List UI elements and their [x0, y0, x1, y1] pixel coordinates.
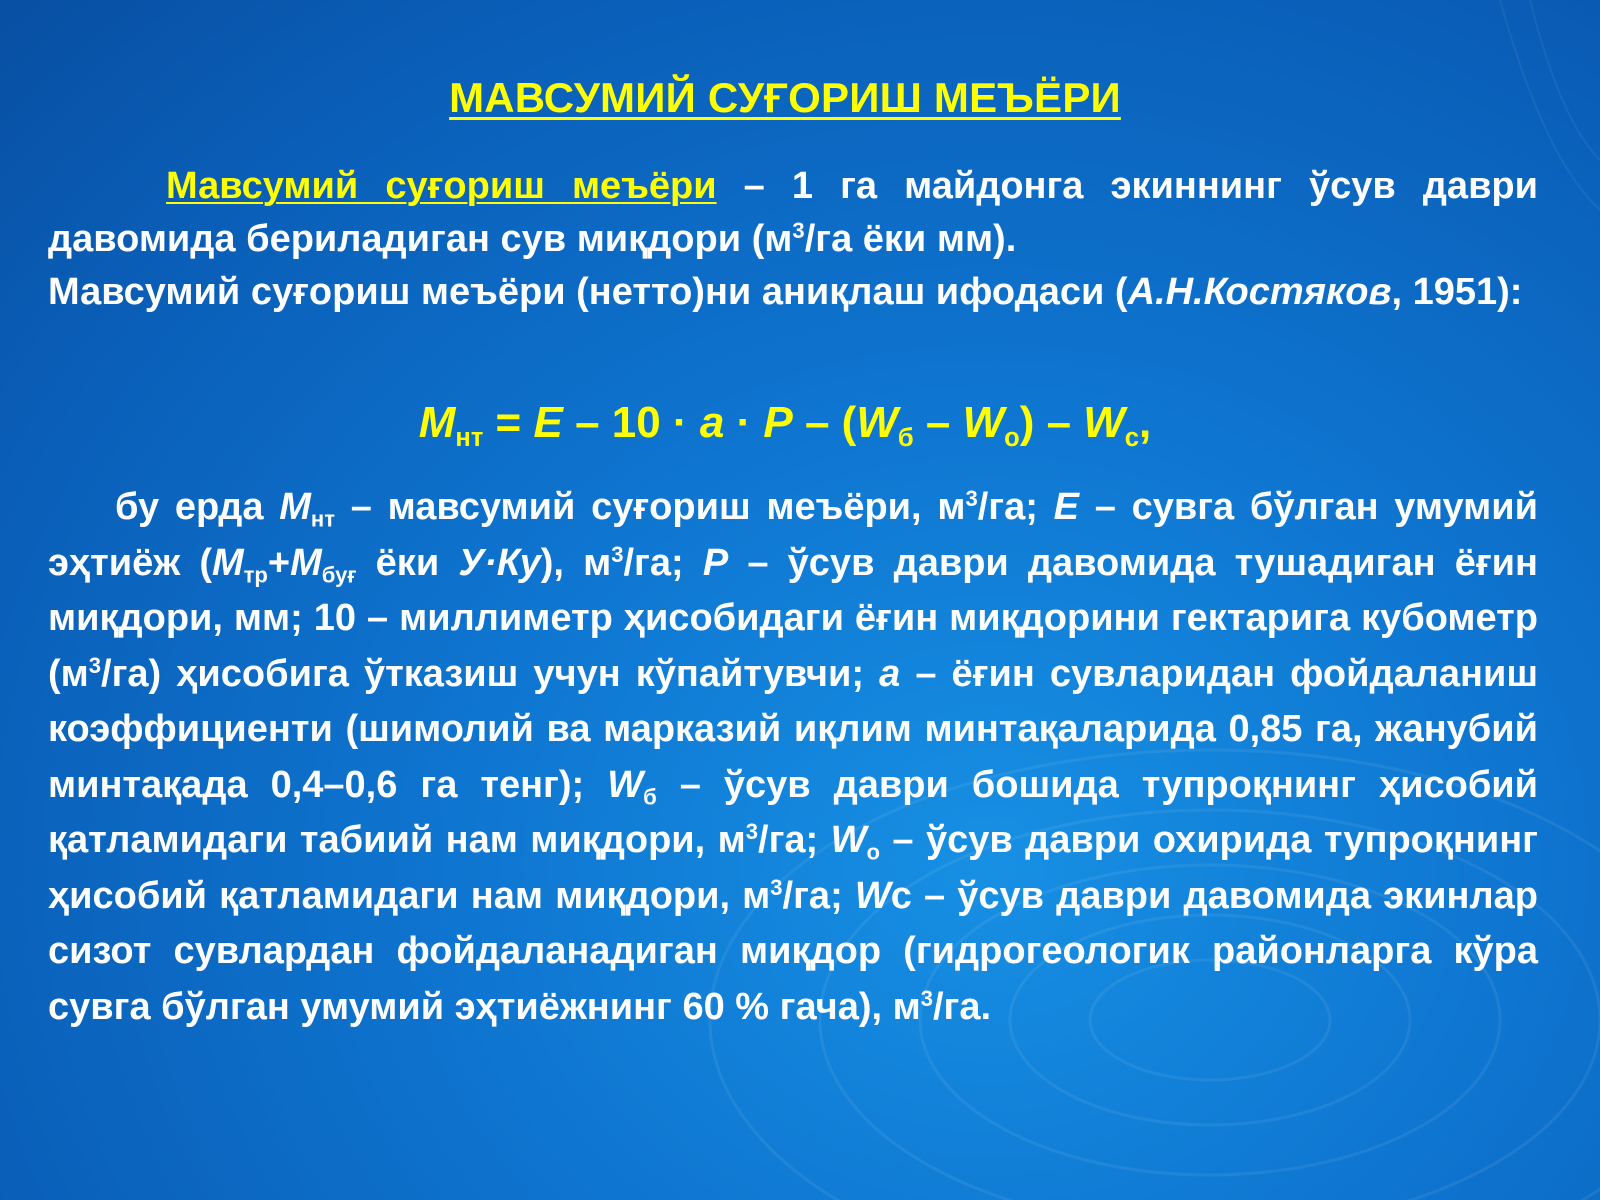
definition-text: – 1 га майдонга экиннинг ўсув даври давомида бериладиган сув миқдори (м [48, 165, 1538, 260]
formula-a: а [699, 398, 725, 447]
var-a: а [879, 652, 901, 695]
formula-part: – [913, 398, 963, 447]
var-wc: W [854, 874, 891, 917]
intro-paragraph [48, 266, 1538, 319]
explanation-text: /га; [758, 819, 831, 861]
explanation-text: /га. [932, 985, 992, 1028]
explanation-text: – ўсув даври охирида тупроқнинг ҳисобий қатламидаги нам миқдори, м [48, 819, 1538, 917]
explanation-text: – мавсумий суғориш меъёри, м [335, 486, 966, 528]
superscript: 3 [745, 818, 759, 844]
explanation-text: – ўсув даври давомида экинлар сизот сувлардан фойдаланадиган миқдор (гидрогеологик районларга кўра сувга бўлган умумий эҳтиёжнинг 60 % гача), м [48, 874, 1538, 1028]
formula-p: Р [763, 398, 793, 447]
var-mbug: М [290, 541, 322, 584]
formula-part: – ( [792, 398, 857, 447]
explanation-text: бу ерда [115, 486, 280, 528]
var-uku: У·Ку [458, 541, 541, 584]
var-mtr: М [211, 541, 244, 584]
var-wo-sub: о [866, 839, 880, 865]
var-mbug-sub: буғ [321, 562, 357, 588]
explanation-text: ), м [540, 541, 612, 584]
formula-part: , [1139, 398, 1152, 447]
var-p: Р [702, 541, 729, 584]
formula-part: – 10 · [562, 398, 700, 447]
superscript: 3 [965, 485, 978, 511]
explanation-text: – ўсув даври бошида тупроқнинг ҳисобий қатламидаги табиий нам миқдори, м [48, 763, 1539, 861]
formula-w2-sub: о [1004, 423, 1020, 452]
formula-part: ) – [1019, 398, 1084, 447]
definition-paragraph [48, 160, 1538, 266]
superscript: 3 [920, 985, 933, 1011]
var-wo: W [830, 819, 867, 861]
formula-w1: W [856, 398, 898, 447]
formula-m: М [418, 398, 456, 447]
formula-w3-sub: с [1124, 423, 1139, 452]
var-wc-rest: с [890, 874, 912, 917]
definition-text-end: /га ёки мм). [804, 218, 1017, 260]
explanation-text: + [267, 541, 291, 584]
formula-e: Е [533, 398, 563, 447]
author-name: А.Н.Костяков [1127, 271, 1392, 313]
superscript: 3 [611, 541, 624, 567]
slide-title: МАВСУМИЙ СУҒОРИШ МЕЪЁРИ [449, 74, 1121, 121]
formula-w3: W [1083, 398, 1125, 447]
var-mtr-sub: тр [243, 562, 268, 588]
explanation-text: – ўсув даври давомида тушадиган ёғин миқдори, мм; 10 – миллиметр ҳисобидаги ёғин миқдорини гектарига кубометр (м [48, 541, 1538, 695]
formula-w1-sub: б [897, 423, 914, 452]
intro-text-end: , 1951): [1391, 271, 1523, 313]
var-e: Е [1053, 486, 1079, 528]
superscript: 3 [88, 652, 102, 678]
explanation-text: /га; [623, 541, 703, 584]
explanation-text: – ёғин сувларидан фойдаланиш коэффициенти (шимолий ва марказий иқлим минтақаларида 0,85 га, жанубий минтақада 0,4–0,6 га тенг); [48, 652, 1539, 806]
intro-text: Мавсумий суғориш меъёри (нетто)ни аниқлаш ифодаси ( [48, 271, 1128, 313]
explanation-text: /га) ҳисобига ўтказиш учун кўпайтувчи; [101, 652, 880, 695]
explanation-text: /га; [782, 874, 855, 917]
explanation-text: ёки [356, 541, 459, 584]
formula-part: · [724, 398, 764, 447]
formula-w2: W [962, 398, 1005, 447]
definition-term: Мавсумий суғориш меъёри [166, 165, 717, 207]
formula-equals: = [483, 398, 534, 447]
explanation-text: /га; [977, 486, 1054, 528]
formula [0, 398, 1570, 452]
var-wb-sub: б [643, 784, 657, 810]
explanation-text: – сувга бўлган умумий эҳтиёж ( [48, 486, 1538, 584]
var-m-sub: нт [310, 506, 335, 532]
var-wb: W [607, 763, 644, 806]
var-m: М [279, 486, 311, 528]
explanation-paragraph [48, 480, 1538, 1035]
formula-m-sub: нт [455, 423, 484, 452]
superscript: 3 [770, 874, 783, 900]
superscript: 3 [792, 217, 805, 243]
